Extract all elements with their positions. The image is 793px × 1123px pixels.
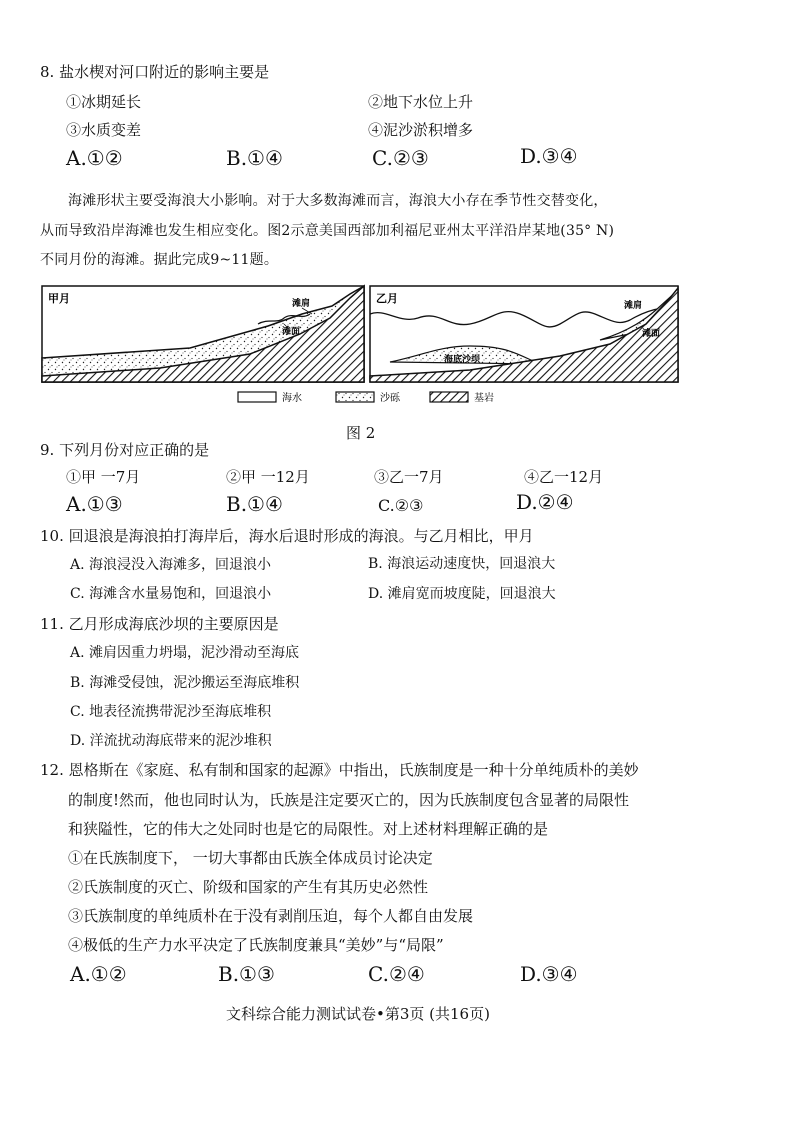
q8-choice-c: C.②③ (372, 146, 429, 170)
q9-item-4: ④乙一12月 (524, 468, 604, 486)
q12-stem-line-1: 12. 恩格斯在《家庭、私有制和国家的起源》中指出，氏族制度是一种十分单纯质朴的美妙 (40, 761, 639, 779)
q11-choice-b: B. 海滩受侵蚀，泥沙搬运至海底堆积 (70, 675, 300, 691)
figure-2-beach-diagram (40, 284, 680, 410)
q12-choice-d: D.③④ (520, 962, 578, 986)
panel-jia-shoulder-label: 滩肩 (292, 299, 311, 309)
panel-yi-shoulder-label: 滩肩 (624, 301, 643, 311)
q12-stem-line-2: 的制度!然而，他也同时认为，氏族是注定要灭亡的，因为氏族制度包含显著的局限性 (68, 791, 630, 809)
q9-choice-c: C.②③ (378, 496, 424, 515)
q9-stem: 9. 下列月份对应正确的是 (40, 441, 210, 459)
panel-jia-title: 甲月 (48, 292, 70, 305)
panel-yi-face-label: 滩面 (642, 329, 661, 339)
legend-seawater: 海水 (282, 393, 302, 404)
panel-yi-title: 乙月 (376, 292, 398, 305)
panel-yi (370, 286, 678, 382)
figure-caption: 图 2 (346, 424, 376, 442)
q12-item-1: ①在氏族制度下， 一切大事都由氏族全体成员讨论决定 (68, 849, 433, 867)
panel-yi-sandbar-label: 海底沙坝 (444, 355, 481, 365)
q10-stem: 10. 回退浪是海浪拍打海岸后，海水后退时形成的海浪。与乙月相比，甲月 (40, 527, 534, 545)
q10-choice-d: D. 滩肩宽而坡度陡，回退浪大 (368, 586, 556, 602)
q11-choice-d: D. 洋流扰动海底带来的泥沙堆积 (70, 733, 272, 749)
q12-item-3: ③氏族制度的单纯质朴在于没有剥削压迫，每个人都自由发展 (68, 907, 474, 925)
panel-jia-face-label: 滩面 (282, 327, 301, 337)
q8-item-3: ③水质变差 (66, 121, 142, 139)
q12-item-2: ②氏族制度的灭亡、阶级和国家的产生有其历史必然性 (68, 878, 429, 896)
q11-choice-c: C. 地表径流携带泥沙至海底堆积 (70, 704, 272, 720)
q12-choice-c: C.②④ (368, 962, 425, 986)
q12-stem-line-3: 和狭隘性，它的伟大之处同时也是它的局限性。对上述材料理解正确的是 (68, 820, 549, 838)
q9-choice-a: A.①③ (66, 492, 123, 516)
q8-item-1: ①冰期延长 (66, 93, 142, 111)
q9-item-2: ②甲 一12月 (226, 468, 310, 486)
q9-item-1: ①甲 一7月 (66, 468, 141, 486)
q10-choice-c: C. 海滩含水量易饱和，回退浪小 (70, 586, 272, 602)
q12-choice-a: A.①② (70, 962, 127, 986)
panel-jia (42, 286, 364, 382)
legend-bedrock: 基岩 (474, 393, 494, 404)
q11-stem: 11. 乙月形成海底沙坝的主要原因是 (40, 615, 279, 633)
q9-choice-d: D.②④ (516, 490, 574, 514)
page-footer: 文科综合能力测试试卷•第3页 (共16页) (226, 1005, 490, 1023)
q8-choice-b: B.①④ (226, 146, 283, 170)
figure-legend (238, 391, 494, 404)
q8-choice-a: A.①② (66, 146, 123, 170)
q12-choice-b: B.①③ (218, 962, 275, 986)
passage-line-3: 不同月份的海滩。据此完成9~11题。 (40, 252, 279, 268)
passage-line-2: 从而导致沿岸海滩也发生相应变化。图2示意美国西部加利福尼亚州太平洋沿岸某地(35° N) (40, 223, 615, 239)
legend-gravel: 沙砾 (380, 393, 400, 404)
q10-choice-a: A. 海浪浸没入海滩多，回退浪小 (70, 557, 272, 573)
q8-item-2: ②地下水位上升 (368, 93, 474, 111)
q11-choice-a: A. 滩肩因重力坍塌，泥沙滑动至海底 (70, 645, 300, 661)
q10-choice-b: B. 海浪运动速度快，回退浪大 (368, 556, 556, 572)
q8-choice-d: D.③④ (520, 144, 578, 168)
passage-line-1: 海滩形状主要受海浪大小影响。对于大多数海滩而言，海浪大小存在季节性交替变化， (68, 193, 608, 209)
q8-stem: 8. 盐水楔对河口附近的影响主要是 (40, 63, 270, 81)
q9-choice-b: B.①④ (226, 492, 283, 516)
q9-item-3: ③乙一7月 (374, 468, 444, 486)
q12-item-4: ④极低的生产力水平决定了氏族制度兼具“美妙”与“局限” (68, 936, 444, 954)
q8-item-4: ④泥沙淤积增多 (368, 121, 474, 139)
